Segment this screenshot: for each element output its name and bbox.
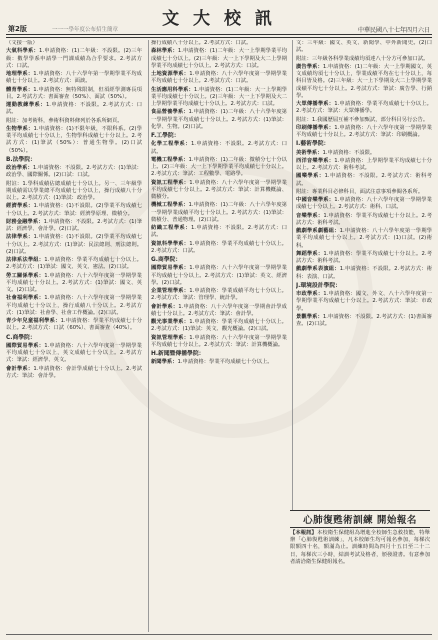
department-requirements: 1.申請資格：學業平均成績七十分以上。2.考試方式：術科考試。 [296,250,432,264]
department-name: 經濟學系： [6,203,34,210]
department-requirements: 1.申請資格：(1)不設限。(2)學業平均成績七十分以上。2.考試方式：筆試：經濟學原理、微積分。 [6,203,142,217]
department-entry [6,87,142,102]
notice-text: 本校衛生保健組為增進全校師生急救技能，特舉辦「心肺復甦術訓練」，凡本校師生均可報名參加，每梯次限額四十名，額滿為止。訓練時間為四月十五日至二十二日，每梯次三小時，結訓考試及格者，頒發證書。有意參加者請洽衛生保健組報名。 [290,530,430,565]
department-entry [151,304,287,319]
department-requirements: 1.申請資格：不設限。2.考試方式：口試。 [151,141,287,155]
paragraph: 操行成績八十分以上。2.考試方式：口試。 [151,40,252,46]
department-name: 化學工程學系： [151,141,191,148]
department-entry [296,101,432,116]
header-rule [6,34,432,35]
cpr-training-notice [290,510,430,632]
department-requirements: 1.申請資格：八十六學年度第一學期學業平均成績七十分以上。2.考試方式：口試。 [151,71,287,85]
department-name: 土地資源學系： [151,71,190,77]
department-entry [6,257,142,272]
department-entry [151,202,287,224]
department-name: 運動教練學系： [6,102,46,108]
paragraph: 附註：1.學科成績佔總成績七十分以上。另一、三年級學期成績需以學業總平均成績七十分以上，操行成績八十分以上。2.考試方式：(1)筆試：政治學。 [6,180,142,201]
masthead-note: 一一一學年度公布招生簡章 [52,27,119,33]
department-requirements: 1.申請資格：無特殊限制，但須經學測專長項目。2.考試方式：書面審查（50%）、面試（50%）。 [6,86,142,100]
department-requirements: 1.申請資格：學業成績平均七十分以上。2.考試方式：筆試：管理學、統計學。 [151,288,287,302]
department-name: 會計學系： [6,365,34,372]
department-entry [296,291,432,313]
department-entry [6,48,142,70]
footer-rule [6,634,432,635]
department-requirements: 1.申請資格：學業平均成績七十分以上。2.考試方式：(1)筆試：英文、觀光概論。(2)口試。 [151,319,287,333]
department-entry [6,273,142,295]
department-requirements: 1.申請資格：學業平均成績七十分以上。2.考試方式：術科考試。 [296,212,432,226]
department-name: 森林學系： [151,48,178,55]
notice-body [290,530,430,566]
department-name: 中國音樂學系： [296,197,335,203]
department-name: 資訊工程學系： [151,179,190,186]
department-entry [6,318,142,333]
department-entry [6,203,142,218]
department-entry [296,125,432,140]
department-requirements: 1.申請資格：八十六學年度第一學期學業平均成績七十分以上。2.考試方式：(1)筆試：英文、經濟學。(2)口試。 [151,265,287,286]
department-entry [6,102,142,117]
department-name: 音樂學系： [296,212,324,219]
department-name: 觀光事業學系： [151,319,190,325]
department-requirements: 1.申請資格：八十六學年度第一學期學業平均成績七十分以上，英文成績七十分以上。2.考試方式：筆試：經濟學、英文。 [6,342,142,364]
department-name: 戲劇學系表演組： [296,266,340,273]
department-name: 市政學系： [296,291,324,297]
department-requirements: 1.申請資格：(1)不設限。(2)學業平均成績七十分以上。2.考試方式：(1)筆試：民法總則、刑法總則。(2)口試。 [6,234,142,255]
section-heading: G.商學院： [151,257,182,263]
department-name: 電機工程學系： [151,156,189,163]
department-requirements: 1.申請資格：八十六學年度第一學期學業平均成績七十分以上。2.考試方式：(1)筆試：國文、英文。(2)口試。 [6,272,142,293]
department-name: 資訊管理學系： [151,334,190,341]
column-1 [6,40,142,632]
department-name: 機械工程學系： [151,202,189,209]
department-name: 青少年兒童福利學系： [6,318,61,324]
department-requirements: 1.申請資格：八十六學年第一學期學業平均成績七十分以上。2.考試方式：面談。 [6,71,142,85]
department-requirements: 1.申請資格：(1)二年級：微積分七十分以上。(2)三年級：大一上下學期學業平均成績七十分以上。2.考試方式：筆試：工程數學、電路學。 [151,156,287,178]
department-entry [151,288,287,303]
department-entry [296,64,432,100]
department-entry [151,141,287,156]
department-entry [296,173,432,188]
department-entry [6,126,142,155]
department-name: 大眾傳播學系： [296,101,335,107]
department-requirements: 1.申請資格：八十六學年度第一學期學業平均成績七十分以上。2.考試方式：筆試：印刷概論。 [296,124,432,138]
department-requirements: 1.申請資格：學業平均成績七十分以上。2.考試方式：筆試：大眾傳播學。 [296,101,432,115]
notice-tag: 【本報訊】 [290,530,317,536]
department-name: 地理學系： [6,71,34,77]
header-rule-thin [6,37,432,38]
department-name: 戲劇學系劇藝組： [296,228,340,234]
section-heading: J.環境設計學院： [296,282,341,289]
department-name: 紡織工程學系： [151,225,191,231]
department-entry [296,213,432,228]
department-entry [6,71,142,86]
department-entry [151,335,287,350]
department-requirements: 1.申請資格：八十六學年度第一學期學業成績七十分以上。2.考試方式：術科、口試。 [296,197,432,211]
paragraph: 附註：三年級各科學業成績均須達八十分方可參加口試。 [296,55,429,62]
department-requirements: 1.申請資格：八十六學年度第一學期學業平均成績七十分以上，操行成績八十分以上。2.考試方式：(1)筆試：社會學、社會工作概論。(2)口試。 [6,295,142,316]
department-entry [296,314,432,329]
department-requirements: 1.申請資格：八十六學年度第一學期學業平均成績七十分以上。2.考試方式：筆試：計算機概論。 [151,334,287,348]
paragraph: 附註：專業科目必修科目，面試注意事項參閱各系所。 [296,188,424,195]
department-name: 國際貿易學系： [6,342,45,349]
paragraph: 附註：加考術科，參術科資料條列於各系所網頁。 [6,117,123,124]
department-requirements: 1.申請資格：不設限。2.考試方式：口試。 [151,225,287,239]
department-name: 政治學系： [6,165,33,171]
newspaper-title: 文 大 校 訊 [162,9,276,29]
paragraph: （文接一版） [6,40,38,46]
issue-date: 中華民國八十七年四月六日 [357,27,430,34]
department-entry [151,319,287,334]
department-entry [151,180,287,202]
department-requirements: 1.申請資格：學業平均成績七十分以上。 [177,359,273,366]
section-heading: B.法學院： [6,156,36,163]
department-requirements: 1.申請資格：不設限。2.考試方式：術科考試。 [296,173,432,187]
department-requirements: 1.申請資格：不設限。 [322,149,376,156]
department-name: 美術學系： [296,149,323,156]
section-heading: C.商學院： [6,334,36,341]
paragraph: 文：三年級：國文、英文、新聞學、中外新聞史。(2)口試。 [296,40,432,54]
department-name: 食品營養學系： [151,109,189,116]
department-entry [151,48,287,70]
department-name: 國際貿易學系： [151,265,190,272]
department-name: 廣告學系： [296,63,323,70]
department-entry [296,251,432,266]
department-requirements: 1.申請資格：國文、外文、八十六學年度第一學期學業平均成績七十分以上。2.考試方式：筆試：市政學。 [296,291,432,312]
department-name: 法律學系： [6,234,34,241]
department-name: 新聞學系： [151,359,178,366]
department-requirements: 1.申請資格：不設限。2.考試方式：(1)書面審查。(2)口試。 [296,313,432,327]
department-requirements: 1.申請資格：(1)二年級：八十六學年度第一學期學業成績平均七十分以上。2.考試方式：(1)筆試：微積分、普通物理。(2)口試。 [151,202,287,223]
department-name: 資訊科學學系： [151,240,190,247]
department-entry [296,266,432,281]
department-name: 西洋音樂學系： [296,157,335,164]
department-name: 舞蹈學系： [296,250,324,257]
department-entry [296,197,432,212]
department-requirements: 1.申請資格：八十六學年度第一學期學業平均成績七十分以上。2.考試方式：筆試：計算機概論、微積分。 [151,179,287,200]
section-heading: H.新聞暨傳播學院： [151,351,205,357]
department-requirements: 1.申請資格：會計學成績七十分以上。2.考試方式：筆試：會計學。 [6,365,142,379]
department-entry [151,225,287,240]
masthead [0,0,438,40]
department-name: 國樂學系： [296,173,325,180]
department-name: 景觀學系： [296,313,323,320]
department-entry [296,158,432,173]
department-entry [151,157,287,179]
department-name: 社會福利學系： [6,295,45,302]
department-requirements: 1.申請資格：(1)二年級：大一上學期國文、英文成績均須七十分以上，學業成績平均在七十分以上，每科目皆及格。(2)三年級：大一上下學期及大二上學期學業成績平均七十分以上。2.考試方式：筆試：廣告學、行銷學。 [296,63,432,99]
department-entry [6,295,142,317]
department-requirements: 1.申請資格：不設限。2.考試方式：口試。 [6,102,142,116]
department-requirements: 1.申請資格：八十六學年度第一學期會計學成績七十分以上。2.考試方式：筆試：會計學。 [151,303,287,317]
department-requirements: 1.申請資格：學業平均成績七十分以上。2.考試方式：(1)筆試：國文、英文、憲法。(2)口試。 [6,257,142,271]
department-requirements: 1.申請資格：(1)二年級：大一上學期學業平均成績七十分以上。(2)三年級：大一上下學期及大二上學期學業平均成績七十分以上。2.考試方式：口試。 [151,48,287,69]
column-divider [148,40,149,632]
department-entry [6,366,142,381]
section-heading: F.工學院： [151,133,180,139]
department-name: 生活應用科學系： [151,86,194,93]
department-entry [151,71,287,86]
department-name: 企業管理學系： [151,288,190,294]
department-requirements: 1.申請資格：不設限。2.考試方式：術科：表演、口試。 [296,266,432,280]
paragraph: 附註：1.我國歷屆互補不參加甄試，部分科目另行公告。 [296,116,429,123]
department-name: 財務金融學系： [6,218,44,225]
department-name: 體育學系： [6,86,34,93]
department-entry [6,165,142,180]
department-name: 會計學系： [151,303,179,310]
department-entry [296,150,432,157]
department-name: 印刷傳播學系： [296,124,335,131]
department-entry [151,241,287,256]
department-requirements: 1.申請資格：不設限。2.考試方式：(1)筆試：經濟學、會計學。(2)口試。 [6,218,142,232]
column-2 [151,40,287,632]
department-entry [151,359,287,366]
department-entry [6,343,142,365]
notice-title: 心肺復甦術訓練 開始報名 [290,510,430,528]
department-requirements: 1.申請資格：不設限。2.考試方式：(1)筆試：政治學、國際關係。(2)口試：口試。 [6,165,142,179]
department-entry [6,219,142,234]
department-requirements: 1.申請資格：(1)二年級：八十六學年度第一學期學業平均成績七十分以上。2.考試方式：(1)筆試：化學、生物。(2)口試。 [151,109,287,130]
page-number: 第2版 [8,25,27,33]
department-requirements: 1.申請資格：學業平均成績七十分以上。2.考試方式：口試（60%）、書面審查（40%）。 [6,318,142,332]
department-name: 大氣科學系： [6,48,40,55]
department-entry [151,109,287,131]
department-name: 法律系法學組： [6,257,45,263]
section-heading: I.藝術學院： [296,141,330,148]
department-entry [6,234,142,256]
department-requirements: 1.申請資格：學業平均成績七十分以上。2.考試方式：口試。 [151,240,287,254]
department-requirements: 1.申請資格：八十六學年度第一學期學業平均成績七十分以上。2.考試方式：(1)口試。(2)術科。 [296,228,432,249]
department-entry [296,228,432,250]
department-entry [151,265,287,287]
department-requirements: 1.申請資格：上學期學業平均成績七十分以上。2.考試方式：術科考試。 [296,157,432,171]
department-name: 勞工關係學系： [6,272,45,279]
department-requirements: 1.申請資格：(1)二年級：不設限。(2)三年級：數學學系申請學一門課成績為合乎要求。2.考試方式：口試。 [6,48,142,69]
department-requirements: 1.申請資格：(1)二年級：大一上學期學業平均成績七十分以上。(2)三年級：大一上下學期及大二上學期學業平均成績七十分以上。2.考試方式：口試。 [151,86,287,107]
department-name: 生物學系： [6,125,34,132]
department-entry [151,87,287,109]
department-requirements: 1.申請資格：(1)不限年級，不限科系。(2)學業平均成績七十分以上，生物學科成績七十分以上。2.考試方式：(1)筆試（50%）：普通生物學。(2)口試（50%）。 [6,125,142,154]
